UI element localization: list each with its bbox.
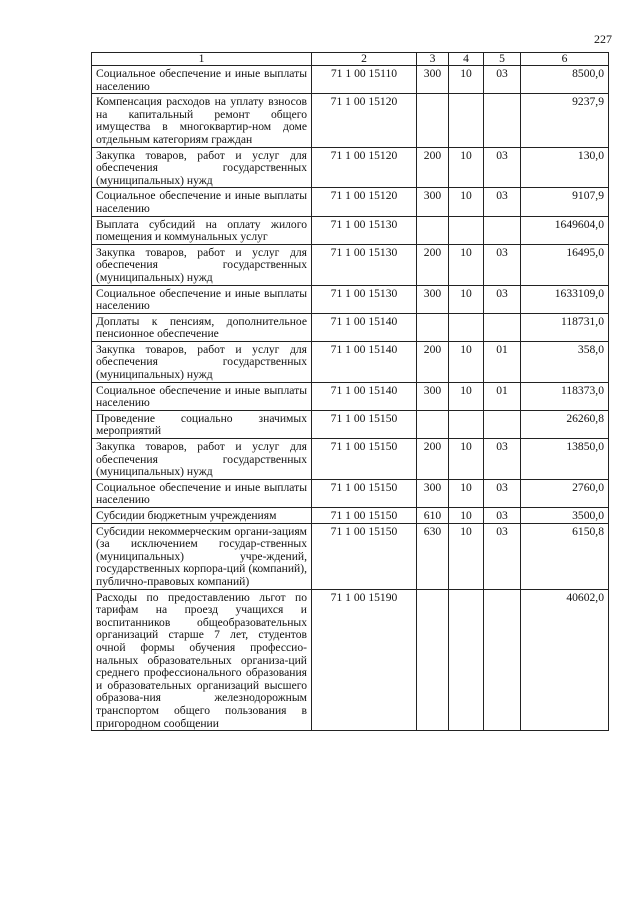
table-row	[92, 66, 609, 94]
subsection-cell: 01	[484, 382, 521, 410]
expense-type-cell	[417, 589, 449, 731]
column-header: 2	[312, 53, 417, 66]
amount-cell: 118731,0	[521, 313, 609, 341]
table-header-row	[92, 53, 609, 66]
section-cell: 10	[449, 285, 484, 313]
table-row	[92, 285, 609, 313]
amount-cell: 1649604,0	[521, 216, 609, 244]
expense-name-cell: Субсидии некоммерческим органи-зациям (за исключением государ-ственных (муниципальных) учре-ждений, государственных корпора-ций (компаний), публично-правовых компаний)	[92, 523, 312, 589]
target-code-cell: 71 1 00 15110	[312, 66, 417, 94]
section-cell: 10	[449, 439, 484, 480]
subsection-cell: 03	[484, 66, 521, 94]
target-code-cell: 71 1 00 15150	[312, 523, 417, 589]
table-row	[92, 188, 609, 216]
column-header: 1	[92, 53, 312, 66]
expense-name-cell: Расходы по предоставлению льгот по тарифам на проезд учащихся и воспитанников общеобразовательных организаций старше 7 лет, студентов очной формы обучения профессио-нальных образовательных организа-ций среднего профессионального образования и образовательных организаций высшего образова-ния железнодорожным транспортом общего пользования в пригородном сообщении	[92, 589, 312, 731]
table-row	[92, 479, 609, 507]
expense-type-cell: 200	[417, 244, 449, 285]
table-row	[92, 382, 609, 410]
expense-type-cell: 300	[417, 66, 449, 94]
amount-cell: 1633109,0	[521, 285, 609, 313]
expense-name-cell: Социальное обеспечение и иные выплаты населению	[92, 382, 312, 410]
expense-type-cell: 610	[417, 508, 449, 524]
amount-cell: 26260,8	[521, 410, 609, 438]
table-row	[92, 410, 609, 438]
subsection-cell: 03	[484, 285, 521, 313]
amount-cell: 358,0	[521, 341, 609, 382]
subsection-cell: 03	[484, 508, 521, 524]
amount-cell: 118373,0	[521, 382, 609, 410]
expense-name-cell: Компенсация расходов на уплату взносов на капитальный ремонт общего имущества в многоквартир-ном доме отдельным категориям граждан	[92, 94, 312, 147]
target-code-cell: 71 1 00 15140	[312, 382, 417, 410]
amount-cell: 40602,0	[521, 589, 609, 731]
expense-type-cell: 630	[417, 523, 449, 589]
target-code-cell: 71 1 00 15190	[312, 589, 417, 731]
expense-name-cell: Закупка товаров, работ и услуг для обеспечения государственных (муниципальных) нужд	[92, 244, 312, 285]
amount-cell: 8500,0	[521, 66, 609, 94]
expense-type-cell	[417, 216, 449, 244]
expense-type-cell: 300	[417, 382, 449, 410]
target-code-cell: 71 1 00 15150	[312, 410, 417, 438]
expense-type-cell: 300	[417, 285, 449, 313]
target-code-cell: 71 1 00 15140	[312, 313, 417, 341]
section-cell: 10	[449, 523, 484, 589]
subsection-cell	[484, 216, 521, 244]
table-row	[92, 523, 609, 589]
table-row	[92, 439, 609, 480]
table-row	[92, 508, 609, 524]
subsection-cell: 03	[484, 479, 521, 507]
amount-cell: 9237,9	[521, 94, 609, 147]
target-code-cell: 71 1 00 15150	[312, 508, 417, 524]
expense-type-cell: 200	[417, 147, 449, 188]
target-code-cell: 71 1 00 15120	[312, 188, 417, 216]
amount-cell: 2760,0	[521, 479, 609, 507]
expense-name-cell: Субсидии бюджетным учреждениям	[92, 508, 312, 524]
column-header: 5	[484, 53, 521, 66]
column-header: 3	[417, 53, 449, 66]
amount-cell: 130,0	[521, 147, 609, 188]
amount-cell: 9107,9	[521, 188, 609, 216]
expense-name-cell: Социальное обеспечение и иные выплаты населению	[92, 479, 312, 507]
table-row	[92, 244, 609, 285]
subsection-cell	[484, 589, 521, 731]
section-cell	[449, 410, 484, 438]
expense-name-cell: Социальное обеспечение и иные выплаты населению	[92, 188, 312, 216]
subsection-cell: 03	[484, 188, 521, 216]
expense-name-cell: Закупка товаров, работ и услуг для обеспечения государственных (муниципальных) нужд	[92, 341, 312, 382]
amount-cell: 3500,0	[521, 508, 609, 524]
target-code-cell: 71 1 00 15120	[312, 94, 417, 147]
section-cell: 10	[449, 188, 484, 216]
section-cell	[449, 216, 484, 244]
section-cell: 10	[449, 341, 484, 382]
expense-name-cell: Проведение социально значимых мероприятий	[92, 410, 312, 438]
expense-type-cell	[417, 94, 449, 147]
expense-type-cell: 300	[417, 479, 449, 507]
section-cell	[449, 94, 484, 147]
section-cell: 10	[449, 479, 484, 507]
subsection-cell: 03	[484, 244, 521, 285]
expense-type-cell	[417, 410, 449, 438]
table-row	[92, 216, 609, 244]
table-row	[92, 94, 609, 147]
expense-name-cell: Выплата субсидий на оплату жилого помещения и коммунальных услуг	[92, 216, 312, 244]
expense-type-cell: 200	[417, 341, 449, 382]
section-cell: 10	[449, 66, 484, 94]
subsection-cell	[484, 94, 521, 147]
target-code-cell: 71 1 00 15150	[312, 479, 417, 507]
expense-name-cell: Социальное обеспечение и иные выплаты населению	[92, 285, 312, 313]
section-cell: 10	[449, 147, 484, 188]
section-cell: 10	[449, 244, 484, 285]
section-cell: 10	[449, 508, 484, 524]
target-code-cell: 71 1 00 15130	[312, 216, 417, 244]
target-code-cell: 71 1 00 15130	[312, 244, 417, 285]
column-header: 4	[449, 53, 484, 66]
target-code-cell: 71 1 00 15130	[312, 285, 417, 313]
target-code-cell: 71 1 00 15120	[312, 147, 417, 188]
page-number: 227	[594, 32, 612, 46]
expense-type-cell	[417, 313, 449, 341]
section-cell	[449, 589, 484, 731]
budget-table	[91, 52, 609, 731]
column-header: 6	[521, 53, 609, 66]
expense-name-cell: Закупка товаров, работ и услуг для обеспечения государственных (муниципальных) нужд	[92, 439, 312, 480]
section-cell	[449, 313, 484, 341]
section-cell: 10	[449, 382, 484, 410]
target-code-cell: 71 1 00 15150	[312, 439, 417, 480]
amount-cell: 16495,0	[521, 244, 609, 285]
expense-type-cell: 200	[417, 439, 449, 480]
table-row	[92, 313, 609, 341]
subsection-cell: 03	[484, 523, 521, 589]
amount-cell: 6150,8	[521, 523, 609, 589]
amount-cell: 13850,0	[521, 439, 609, 480]
subsection-cell	[484, 313, 521, 341]
subsection-cell: 03	[484, 147, 521, 188]
target-code-cell: 71 1 00 15140	[312, 341, 417, 382]
expense-name-cell: Закупка товаров, работ и услуг для обеспечения государственных (муниципальных) нужд	[92, 147, 312, 188]
table-row	[92, 589, 609, 731]
table-row	[92, 147, 609, 188]
subsection-cell: 03	[484, 439, 521, 480]
table-row	[92, 341, 609, 382]
expense-type-cell: 300	[417, 188, 449, 216]
subsection-cell: 01	[484, 341, 521, 382]
subsection-cell	[484, 410, 521, 438]
expense-name-cell: Доплаты к пенсиям, дополнительное пенсионное обеспечение	[92, 313, 312, 341]
expense-name-cell: Социальное обеспечение и иные выплаты населению	[92, 66, 312, 94]
